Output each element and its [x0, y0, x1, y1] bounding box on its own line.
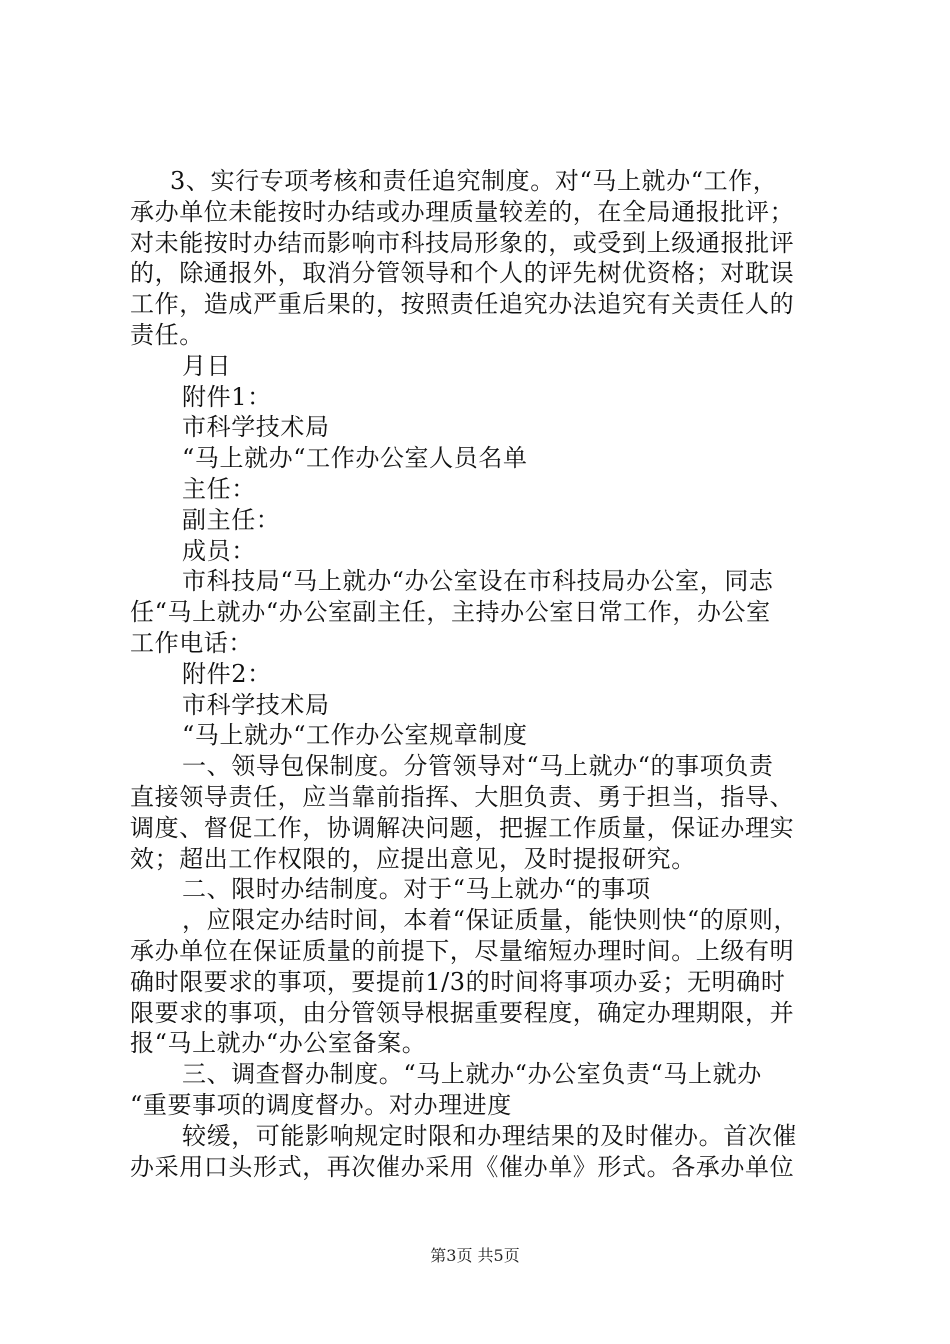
attachment-title: “马上就办“工作办公室人员名单 [182, 444, 528, 473]
date-line: 月日 [182, 351, 232, 380]
paragraph-line: 办采用口头形式，再次催办采用《催办单》形式。各承办单位 [130, 1152, 795, 1181]
attachment-heading: 附件1： [182, 382, 272, 411]
paragraph-line: 调度、督促工作，协调解决问题，把握工作质量，保证办理实 [130, 813, 795, 842]
paragraph-line: 效；超出工作权限的，应提出意见，及时提报研究。 [130, 844, 696, 873]
paragraph-line: “重要事项的调度督办。对办理进度 [130, 1090, 512, 1119]
paragraph-line: 三、调查督办制度。“马上就办“办公室负责“马上就办 [182, 1060, 762, 1089]
page-number: 第3页 共5页 [430, 1246, 520, 1265]
role-line-members: 成员： [182, 536, 256, 565]
paragraph-line: 工作，造成严重后果的，按照责任追究办法追究有关责任人的 [130, 290, 795, 319]
paragraph-line: 承办单位未能按时办结或办理质量较差的，在全局通报批评； [130, 197, 795, 226]
document-body [130, 166, 830, 1182]
organization-name: 市科学技术局 [182, 690, 330, 719]
paragraph-line: 责任。 [130, 320, 204, 349]
paragraph-line: ，应限定办结时间，本着“保证质量，能快则快“的原则， [182, 906, 799, 935]
paragraph-line: 承办单位在保证质量的前提下，尽量缩短办理时间。上级有明 [130, 936, 795, 965]
paragraph-line: 的，除通报外，取消分管领导和个人的评先树优资格；对耽误 [130, 259, 795, 288]
attachment-title: “马上就办“工作办公室规章制度 [182, 721, 528, 750]
paragraph-line: 任“马上就办“办公室副主任，主持办公室日常工作，办公室 [130, 598, 771, 627]
paragraph-line: 直接领导责任，应当靠前指挥、大胆负责、勇于担当，指导、 [130, 782, 795, 811]
role-line-director: 主任： [182, 474, 256, 503]
paragraph-line: 二、限时办结制度。对于“马上就办“的事项 [182, 875, 651, 904]
paragraph-line: 对未能按时办结而影响市科技局形象的，或受到上级通报批评 [130, 228, 795, 257]
role-line-deputy-director: 副主任： [182, 505, 281, 534]
paragraph-line: 市科技局“马上就办“办公室设在市科技局办公室，同志 [182, 567, 774, 596]
organization-name: 市科学技术局 [182, 413, 330, 442]
paragraph-line: 确时限要求的事项，要提前1/3的时间将事项办妥；无明确时 [130, 967, 786, 996]
paragraph-line: 限要求的事项，由分管领导根据重要程度，确定办理期限，并 [130, 998, 795, 1027]
attachment-heading: 附件2： [182, 659, 272, 688]
paragraph-line: 一、领导包保制度。分管领导对“马上就办“的事项负责 [182, 752, 774, 781]
paragraph-line: 3、实行专项考核和责任追究制度。对“马上就办“工作， [170, 167, 778, 195]
paragraph-line: 工作电话： [130, 628, 253, 657]
paragraph-line: 报“马上就办“办公室备案。 [130, 1029, 427, 1058]
paragraph-line: 较缓，可能影响规定时限和办理结果的及时催办。首次催 [182, 1121, 797, 1150]
